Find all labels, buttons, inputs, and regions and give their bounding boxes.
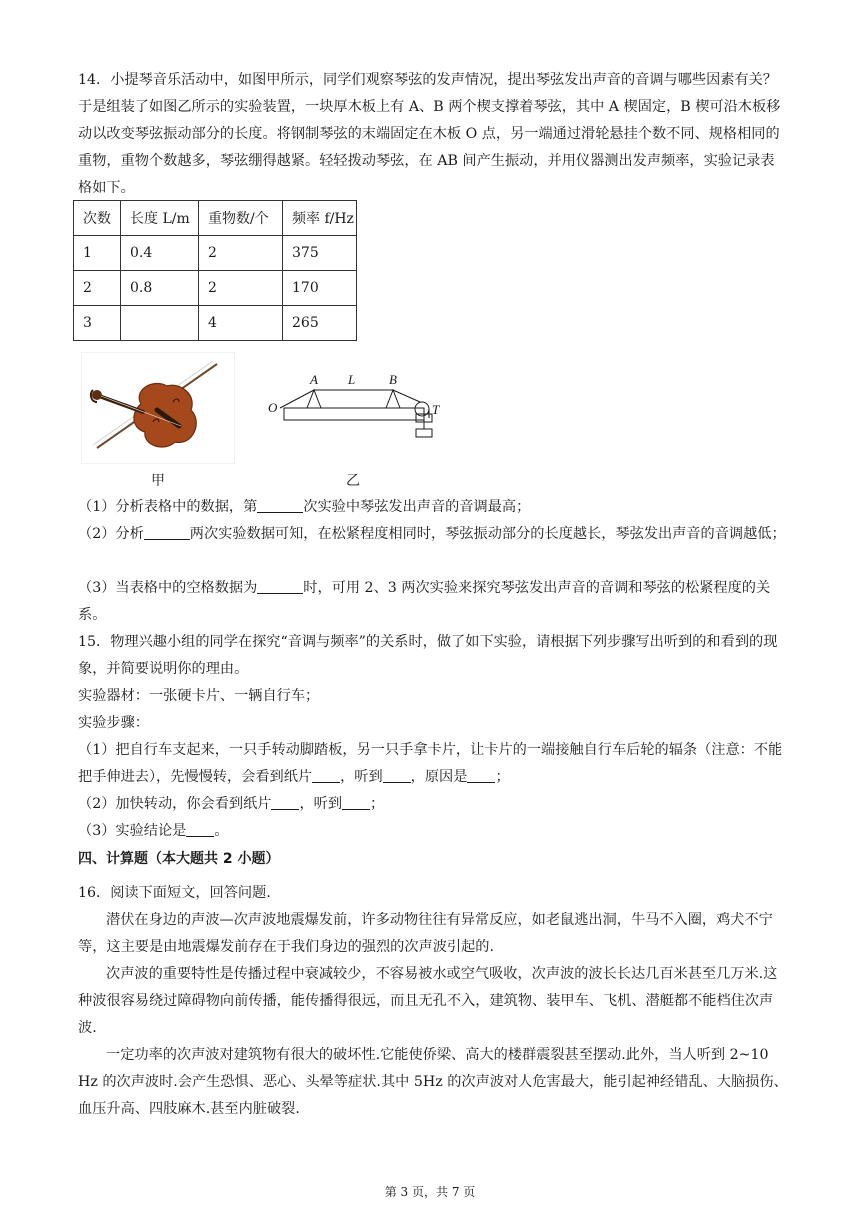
table-header-cell: 次数 [74,201,121,236]
table-cell: 4 [199,306,283,341]
q15-step3 [78,818,788,845]
q14-sub2-text: （2）分析 [78,526,144,542]
q15-step1-text: ，原因是 [410,769,468,785]
q14-sub3 [78,575,788,629]
label-O: O [268,400,278,415]
table-header-cell: 长度 L/m [121,201,199,236]
q16-paragraph-2: 次声波的重要特性是传播过程中衰减较少，不容易被水或空气吸收，次声波的波长长达几百米甚至几万米.这种波很容易绕过障碍物向前传播，能传播得很远，而且无孔不入，建筑物、装甲车、飞机、潜艇都不能档住次声波. [78,966,778,1036]
table-row [74,271,357,306]
q15-intro: 15．物理兴趣小组的同学在探究“音调与频率”的关系时，做了如下实验，请根据下列步骤写出听到的和看到的现象，并简要说明你的理由。 [78,634,778,677]
q15-step1-text: ，听到 [340,769,383,785]
answer-blank[interactable] [383,766,411,783]
experiment-table [73,200,357,341]
table-cell: 1 [74,236,121,271]
table-cell: 2 [199,236,283,271]
table-cell: 170 [283,271,357,306]
q14-sub1 [78,494,788,521]
table-row [74,236,357,271]
figure-caption-jia: 甲 [151,473,165,489]
answer-blank[interactable] [257,577,303,594]
q16-paragraph-1: 潜伏在身边的声波—次声波地震爆发前，许多动物往往有异常反应，如老鼠逃出洞，牛马不入圈，鸡犬不宁等，这主要是由地震爆发前存在于我们身边的强烈的次声波引起的. [78,912,773,955]
q15-step1-text: （1）把自行车支起来，一只手转动脚踏板，另一只手拿卡片，让卡片的一端接触自行车后轮的辐条（注意：不能把手伸进去），先慢慢转，会看到纸片 [78,742,783,785]
q15-step3-text: （3）实验结论是 [78,823,187,839]
q15-steps-label: 实验步骤： [78,715,149,731]
q15-materials: 实验器材：一张硬卡片、一辆自行车； [78,688,320,704]
table-row [74,306,357,341]
answer-blank[interactable] [312,766,340,783]
q15-step1-text: ； [495,769,510,785]
label-T: T [432,402,440,417]
apparatus-diagram [262,370,447,445]
violin-image [81,352,235,464]
q14-sub1-text: （1）分析表格中的数据，第 [78,499,258,515]
table-cell: 0.4 [121,236,199,271]
q15-step2 [78,791,788,818]
table-cell: 2 [199,271,283,306]
table-cell: 0.8 [121,271,199,306]
q15-step2-text: ，听到 [299,796,343,812]
answer-blank[interactable] [144,523,190,540]
q14-sub2-text: 两次实验数据可知，在松紧程度相同时，琴弦振动部分的长度越长，琴弦发出声音的音调越低； [189,526,786,542]
label-B: B [389,372,397,387]
section-heading: 四、计算题（本大题共 2 小题） [78,851,280,867]
q15-step3-text: 。 [214,823,229,839]
q14-sub3-text: 时，可用 2、3 两次实验来探究琴弦发出声音的音调和琴弦的松紧程度的关系。 [78,580,771,623]
q14-sub1-text: 次实验中琴弦发出声音的音调最高； [303,499,531,515]
q14-sub3-text: （3）当表格中的空格数据为 [78,580,258,596]
table-cell: 2 [74,271,121,306]
q15-step2-text: ； [370,796,385,812]
page-footer: 第 3 页，共 7 页 [384,1185,476,1199]
table-cell: 375 [283,236,357,271]
q16-paragraph-3: 一定功率的次声波对建筑物有很大的破坏性.它能使侨梁、高大的楼群震裂甚至摆动.此外，当人听到 2~10 Hz 的次声波时.会产生恐惧、恶心、头晕等症状.其中 5Hz 的次声波对人危害最大，能引起神经错乱、大脑损伤、血压升高、四肢麻木.甚至内脏破裂. [78,1047,788,1117]
answer-blank[interactable] [467,766,495,783]
table-header-cell: 重物数/个 [199,201,283,236]
table-cell: 3 [74,306,121,341]
q16-intro: 16．阅读下面短文，回答问题. [78,885,271,901]
answer-blank[interactable] [271,793,299,810]
label-L: L [348,372,356,387]
answer-blank[interactable] [186,820,214,837]
q15-step1 [78,737,788,791]
table-header-row [74,201,357,236]
answer-blank[interactable] [342,793,370,810]
label-A: A [310,372,318,387]
table-header-cell: 频率 f/Hz [283,201,357,236]
figure-caption-yi: 乙 [346,473,360,489]
answer-blank[interactable] [257,496,303,513]
table-cell [121,306,199,341]
q14-sub2 [78,521,788,548]
table-cell: 265 [283,306,357,341]
q15-step2-text: （2）加快转动，你会看到纸片 [78,796,272,812]
q14-intro: 14．小提琴音乐活动中，如图甲所示，同学们观察琴弦的发声情况，提出琴弦发出声音的音调与哪些因素有关？于是组装了如图乙所示的实验装置，一块厚木板上有 A、B 两个楔支撑着琴弦，其中 A 楔固定，B 楔可沿木板移动以改变琴弦振动部分的长度。将钢制琴弦的末端固定在木板 O 点，另一端通过滑轮悬挂个数不同、规格相同的重物，重物个数越多，琴弦绷得越紧。轻轻拨动琴弦，在 AB 间产生振动，并用仪器测出发声频率，实验记录表格如下。 [78,72,781,196]
